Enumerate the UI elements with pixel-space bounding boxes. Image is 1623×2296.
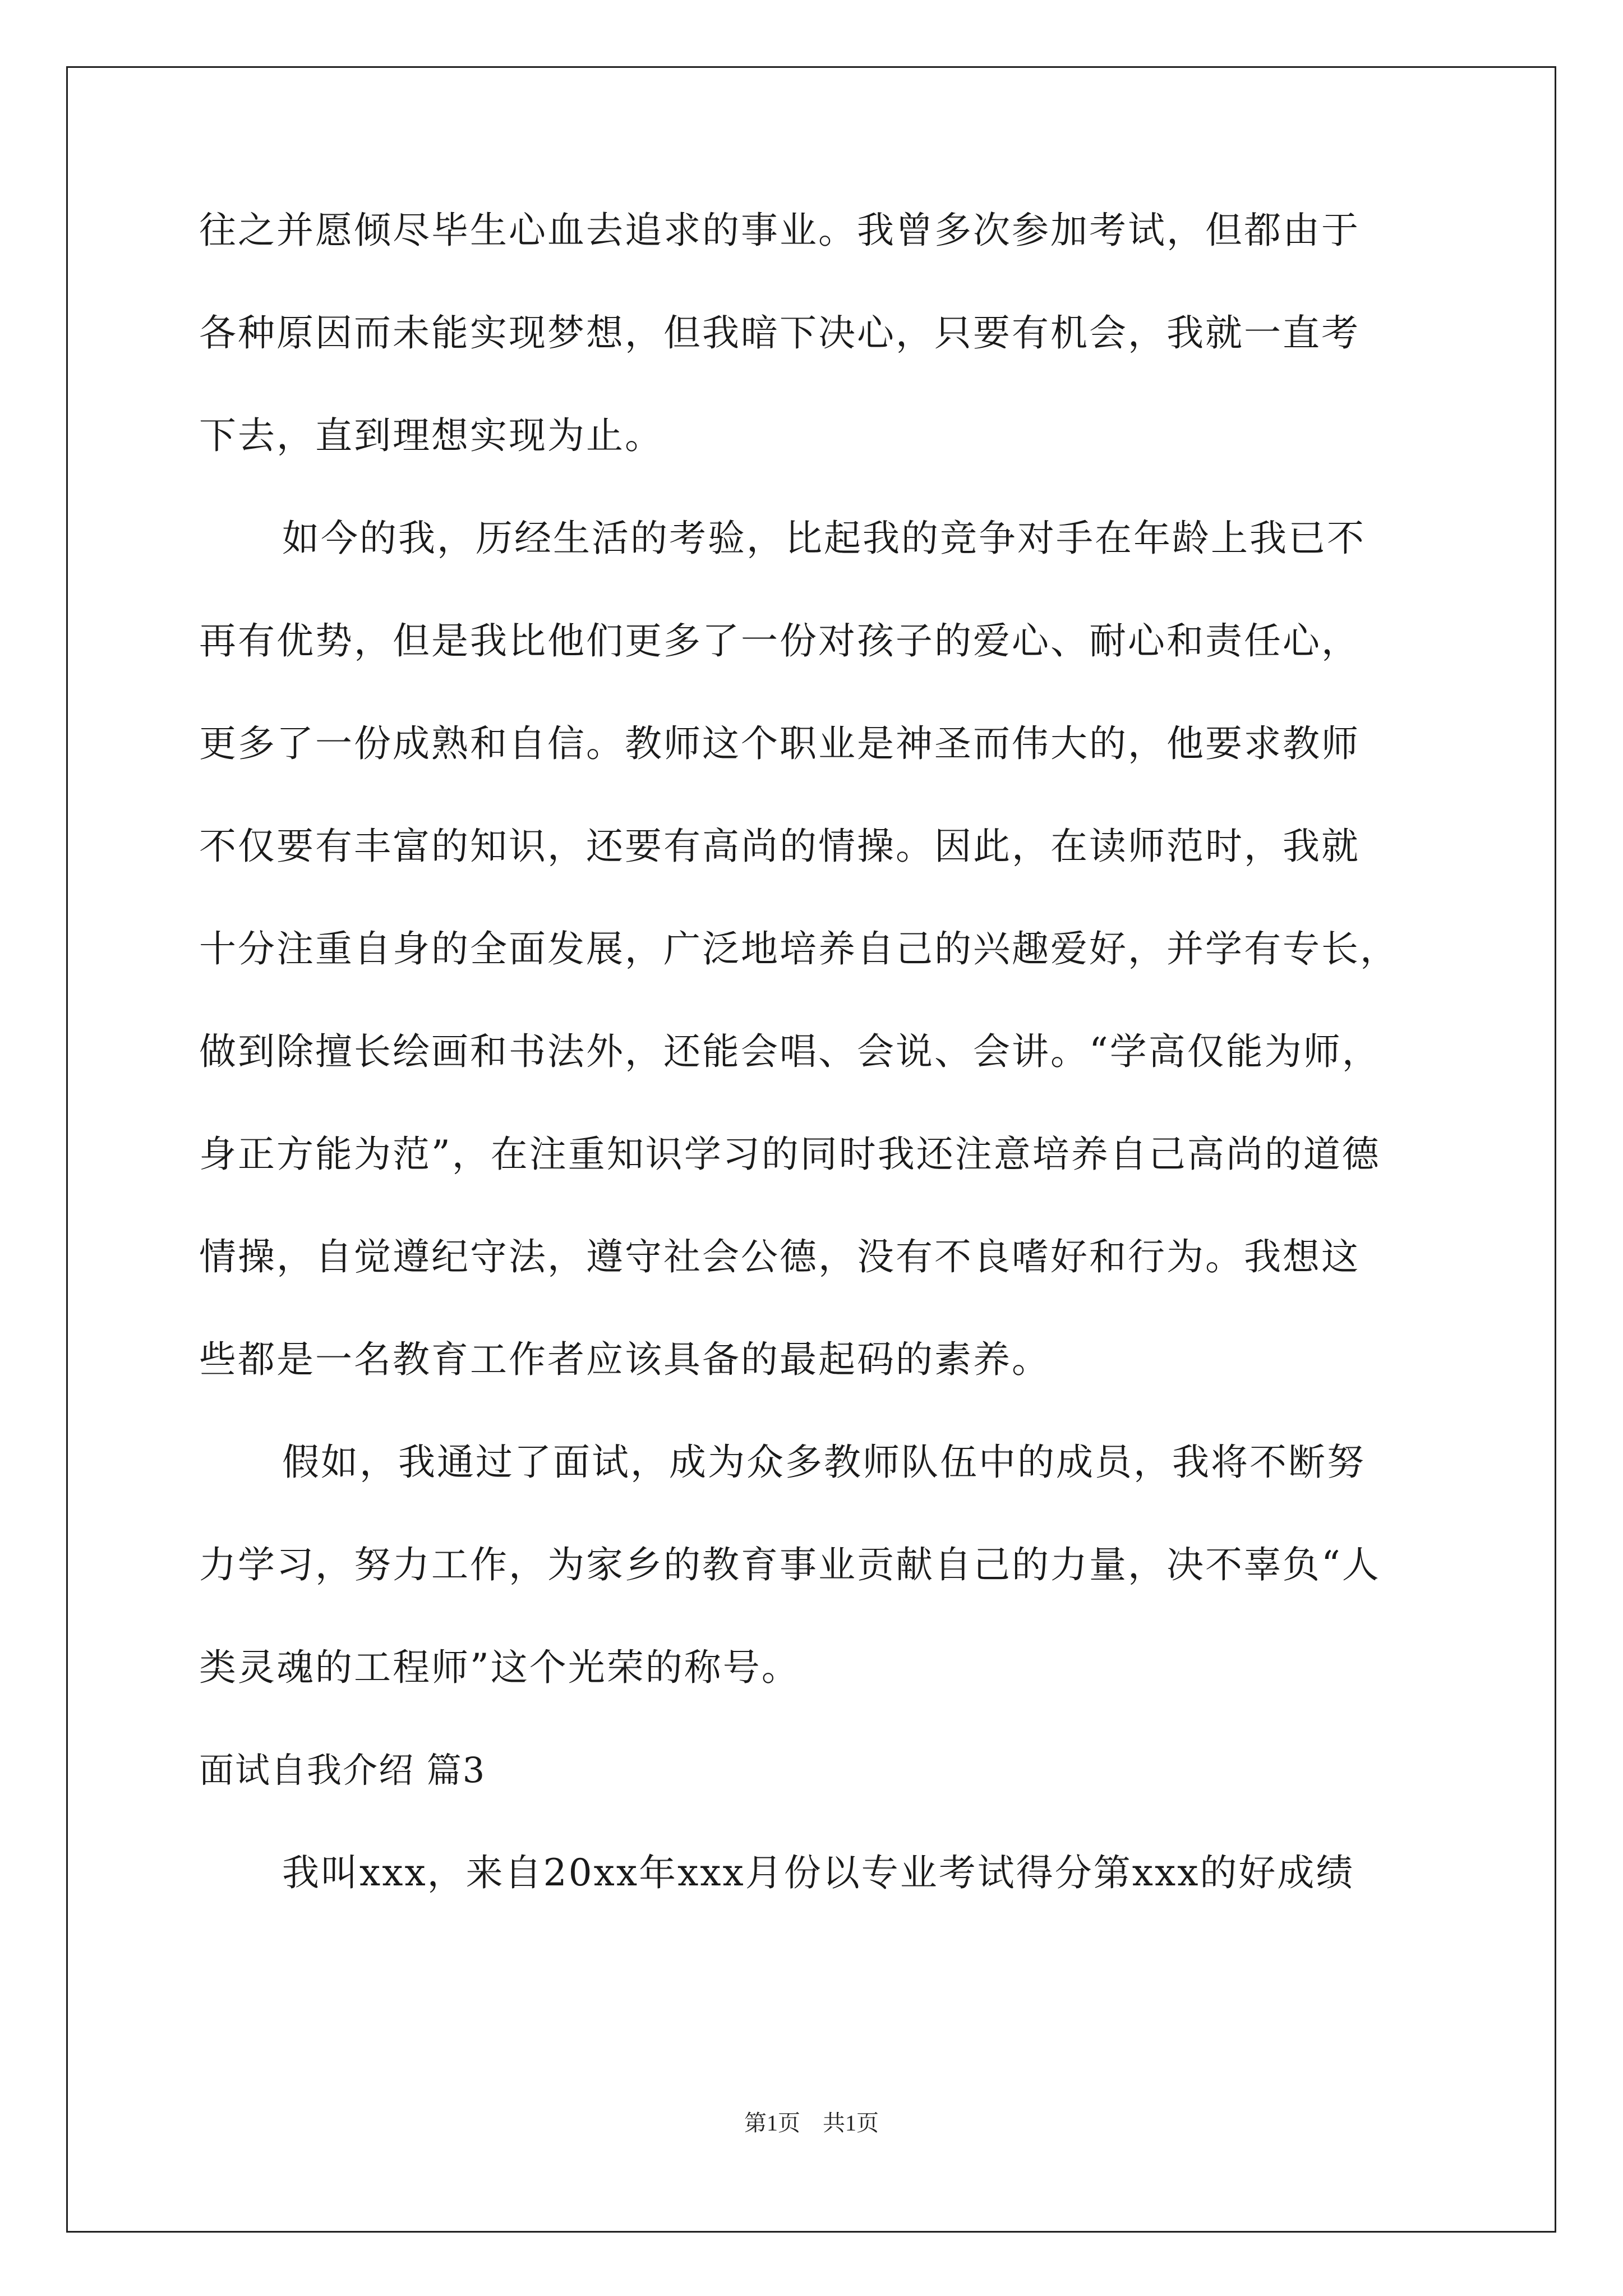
text-line: 各种原因而未能实现梦想，但我暗下决心，只要有机会，我就一直考 xyxy=(199,311,1360,355)
text-line: 不仅要有丰富的知识，还要有高尚的情操。因此，在读师范时，我就 xyxy=(199,825,1360,868)
text-line: 下去，直到理想实现为止。 xyxy=(199,414,663,457)
page-number-footer: 第1页 共1页 xyxy=(744,2110,879,2136)
text-line: 更多了一份成熟和自信。教师这个职业是神圣而伟大的，他要求教师 xyxy=(199,722,1360,765)
text-line: 往之并愿倾尽毕生心血去追求的事业。我曾多次参加考试，但都由于 xyxy=(199,209,1360,252)
text-line: 情操，自觉遵纪守法，遵守社会公德，没有不良嗜好和行为。我想这 xyxy=(199,1235,1360,1278)
text-line: 做到除擅长绘画和书法外，还能会唱、会说、会讲。“学高仅能为师， xyxy=(199,1030,1381,1073)
document-body xyxy=(199,209,1427,1894)
text-line: 十分注重自身的全面发展，广泛地培养自己的兴趣爱好，并学有专长， xyxy=(199,927,1399,970)
text-line: 类灵魂的工程师”这个光荣的称号。 xyxy=(199,1646,800,1689)
text-line: 些都是一名教育工作者应该具备的最起码的素养。 xyxy=(199,1338,1050,1381)
paragraph-start-line: 我叫xxx，来自20xx年xxx月份以专业考试得分第xxx的好成绩 xyxy=(282,1851,1355,1894)
paragraph-start-line: 如今的我，历经生活的考验，比起我的竞争对手在年龄上我已不 xyxy=(282,517,1366,560)
text-line: 身正方能为范”，在注重知识学习的同时我还注意培养自己高尚的道德 xyxy=(199,1133,1381,1176)
text-line: 再有优势，但是我比他们更多了一份对孩子的爱心、耐心和责任心， xyxy=(199,619,1360,662)
section-heading: 面试自我介绍 篇3 xyxy=(199,1750,486,1791)
paragraph-start-line: 假如，我通过了面试，成为众多教师队伍中的成员，我将不断努 xyxy=(282,1441,1366,1484)
text-line: 力学习，努力工作，为家乡的教育事业贡献自己的力量，决不辜负“人 xyxy=(199,1543,1381,1586)
